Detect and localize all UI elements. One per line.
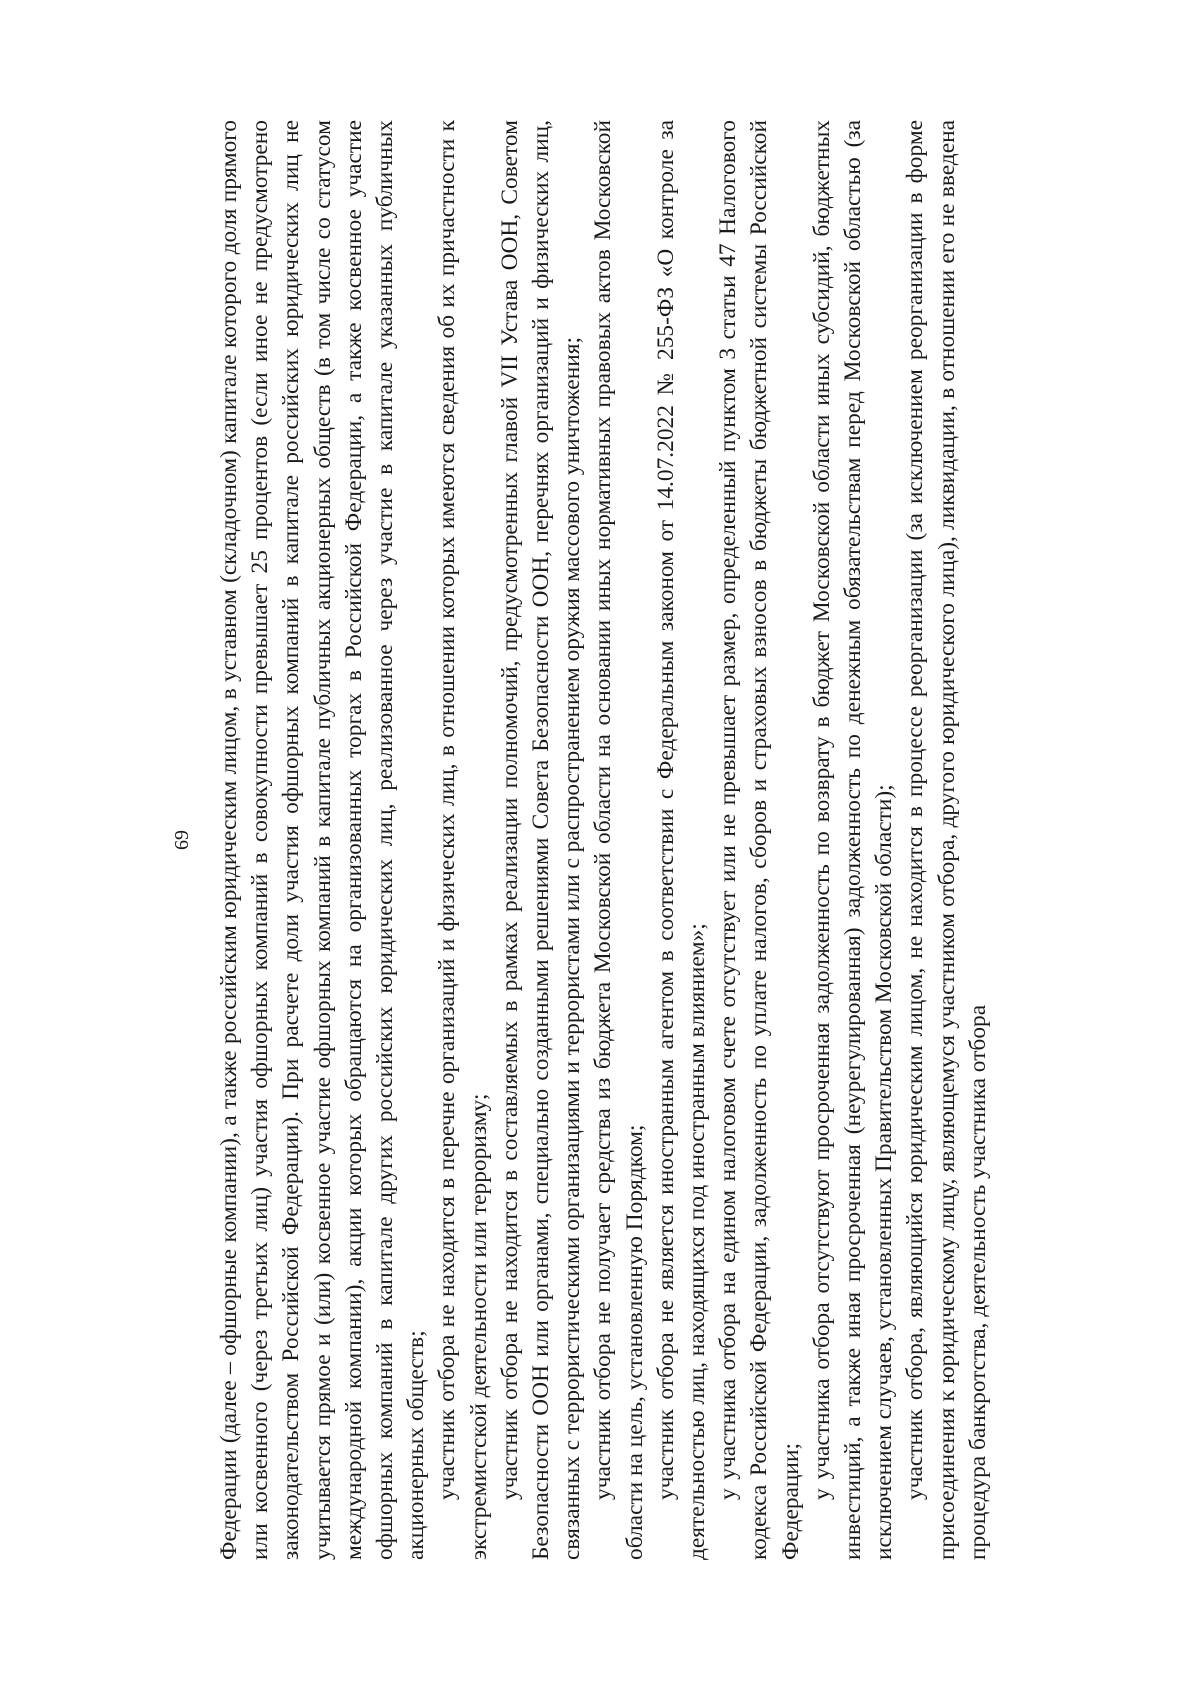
paragraph-2: участник отбора не находится в перечне организаций и физических лиц, в отношении которых имеются сведения об их причастности к экстремистской деятельности или терроризму; [434, 120, 492, 1560]
rotated-page-content [170, 120, 1050, 1560]
paragraph-1: Федерации (далее – офшорные компании), а также российским юридическим лицом, в уставном (складочном) капитале которого доля прямого или косвенного (через третьих лиц) участия офшорных компаний в совокупности превышает 25 процентов (если иное не предусмотрено законодательством Российской Федерации). При расчете доли участия офшорных компаний в капитале российских юридических лиц не учитывается прямое и (или) косвенное участие офшорных компаний в капитале публичных акционерных обществ (в том числе со статусом международной компании), акции которых обращаются на организованных торгах в Российской Федерации, а также косвенное участие офшорных компаний в капитале других российских юридических лиц, реализованное через участие в капитале указанных публичных акционерных обществ; [216, 120, 430, 1560]
paragraph-4: участник отбора не получает средства из бюджета Московской области на основании иных нормативных правовых актов Московской области на цель, установленную Порядком; [590, 120, 648, 1560]
document-body [214, 120, 994, 1560]
paragraph-5: участник отбора не является иностранным агентом в соответствии с Федеральным законом от 14.07.2022 № 255-ФЗ «О контроле за деятельностью лиц, находящихся под иностранным влиянием»; [652, 120, 711, 1560]
page-number: 69 [171, 830, 193, 850]
paragraph-6: у участника отбора на едином налоговом счете отсутствует или не превышает размер, определенный пунктом 3 статьи 47 Налогового кодекса Российской Федерации, задолженность по уплате налогов, сборов и страховых взносов в бюджеты бюджетной системы Российской Федерации; [715, 120, 804, 1560]
paragraph-7: у участника отбора отсутствуют просроченная задолженность по возврату в бюджет Московской области иных субсидий, бюджетных инвестиций, а также иная просроченная (неурегулированная) задолженность по денежным обязательствам перед Московской областью (за исключением случаев, установленных Правительством Московской области); [808, 120, 898, 1560]
paragraph-8: участник отбора, являющийся юридическим лицом, не находится в процессе реорганизации (за исключением реорганизации в форме присоединения к юридическому лицу, являющемуся участником отбора, другого юридического лица), ликвидации, в отношении его не введена процедура банкротства, деятельность участника отбора [902, 120, 991, 1560]
paragraph-3: участник отбора не находится в составляемых в рамках реализации полномочий, предусмотренных главой VII Устава ООН, Советом Безопасности ООН или органами, специально созданными решениями Совета Безопасности ООН, перечнях организаций и физических лиц, связанных с террористическими организациями и террористами или с распространением оружия массового уничтожения; [496, 120, 586, 1560]
